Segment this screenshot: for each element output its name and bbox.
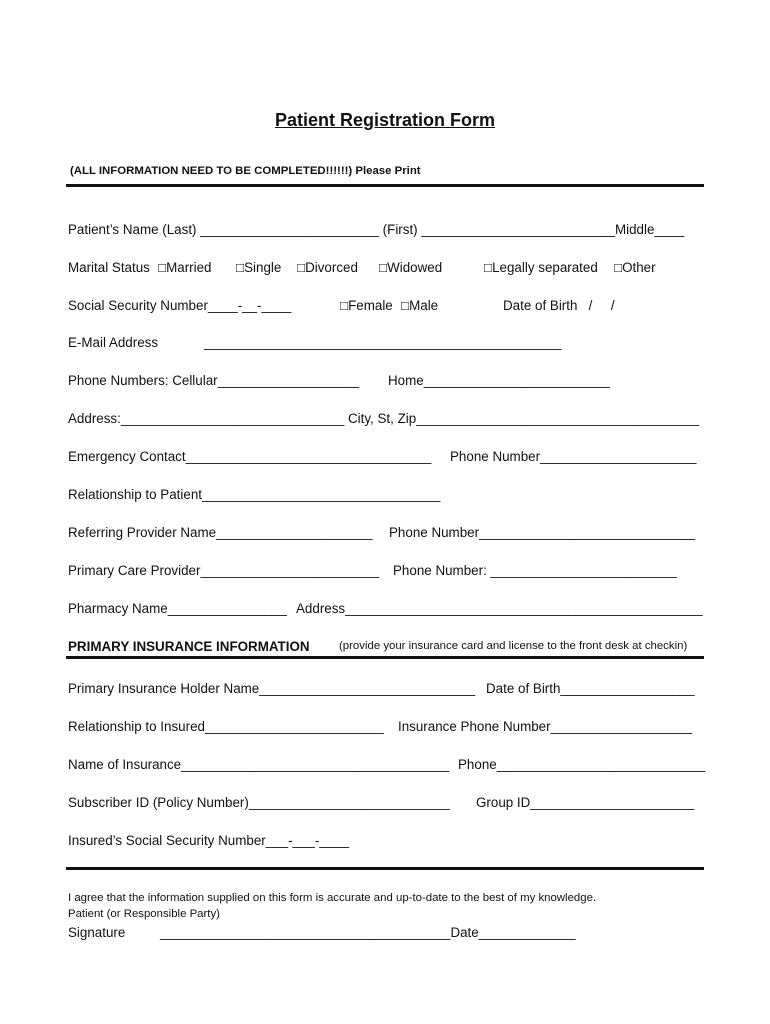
- cellular-phone-field[interactable]: Phone Numbers: Cellular___________________: [68, 373, 360, 388]
- relationship-field[interactable]: Relationship to Patient________________________________: [68, 487, 441, 502]
- female-checkbox[interactable]: □Female: [340, 298, 393, 313]
- agreement-text: I agree that the information supplied on this form is accurate and up-to-date to the best of my knowledge.: [68, 892, 597, 904]
- legally-separated-checkbox[interactable]: □Legally separated: [484, 260, 598, 275]
- dob-field[interactable]: Date of Birth / /: [503, 298, 615, 313]
- email-field[interactable]: ________________________________________________: [204, 335, 562, 350]
- address-field[interactable]: Address:______________________________ City, St, Zip______________________________________: [68, 411, 700, 426]
- holder-name-field[interactable]: Primary Insurance Holder Name_____________________________: [68, 681, 476, 696]
- holder-dob-field[interactable]: Date of Birth__________________: [486, 681, 695, 696]
- referring-phone-field[interactable]: Phone Number_____________________________: [389, 525, 696, 540]
- divorced-checkbox[interactable]: □Divorced: [297, 260, 358, 275]
- top-divider: [66, 184, 704, 187]
- patient-name-field[interactable]: Patient’s Name (Last) ________________________ (First) __________________________Middle____: [68, 222, 685, 237]
- footer-divider: [66, 867, 704, 870]
- insurance-company-phone-field[interactable]: Phone____________________________: [458, 757, 706, 772]
- signature-date-field[interactable]: _______________________________________Date_____________: [160, 925, 576, 940]
- primary-care-field[interactable]: Primary Care Provider________________________: [68, 563, 380, 578]
- single-checkbox[interactable]: □Single: [236, 260, 282, 275]
- pharmacy-address-field[interactable]: Address________________________________________________: [296, 601, 703, 616]
- insured-ssn-field[interactable]: Insured’s Social Security Number___-___-____: [68, 833, 350, 848]
- insurance-note: (provide your insurance card and license to the front desk at checkin): [339, 640, 688, 652]
- signature-label: Signature: [68, 925, 126, 940]
- marital-status-label: Marital Status: [68, 260, 150, 275]
- married-checkbox[interactable]: □Married: [158, 260, 212, 275]
- other-checkbox[interactable]: □Other: [614, 260, 656, 275]
- page-title: Patient Registration Form: [274, 110, 496, 130]
- relationship-to-insured-field[interactable]: Relationship to Insured________________________: [68, 719, 384, 734]
- group-id-field[interactable]: Group ID______________________: [476, 795, 695, 810]
- insurance-heading: PRIMARY INSURANCE INFORMATION: [68, 639, 310, 654]
- insurance-divider: [66, 656, 704, 659]
- subscriber-id-field[interactable]: Subscriber ID (Policy Number)___________________________: [68, 795, 450, 810]
- widowed-checkbox[interactable]: □Widowed: [379, 260, 443, 275]
- insurance-name-field[interactable]: Name of Insurance____________________________________: [68, 757, 450, 772]
- email-label: E-Mail Address: [68, 335, 159, 350]
- pharmacy-name-field[interactable]: Pharmacy Name________________: [68, 601, 287, 616]
- referring-provider-field[interactable]: Referring Provider Name_____________________: [68, 525, 373, 540]
- instruction-text: (ALL INFORMATION NEED TO BE COMPLETED!!!!!!) Please Print: [70, 165, 421, 177]
- insurance-phone-field[interactable]: Insurance Phone Number___________________: [398, 719, 693, 734]
- home-phone-field[interactable]: Home_________________________: [388, 373, 610, 388]
- emergency-contact-field[interactable]: Emergency Contact_________________________________: [68, 449, 432, 464]
- primary-care-phone-field[interactable]: Phone Number: _________________________: [393, 563, 677, 578]
- male-checkbox[interactable]: □Male: [401, 298, 439, 313]
- emergency-phone-field[interactable]: Phone Number_____________________: [450, 449, 697, 464]
- ssn-field[interactable]: Social Security Number____-__-____: [68, 298, 292, 313]
- responsible-party-label: Patient (or Responsible Party): [68, 908, 220, 920]
